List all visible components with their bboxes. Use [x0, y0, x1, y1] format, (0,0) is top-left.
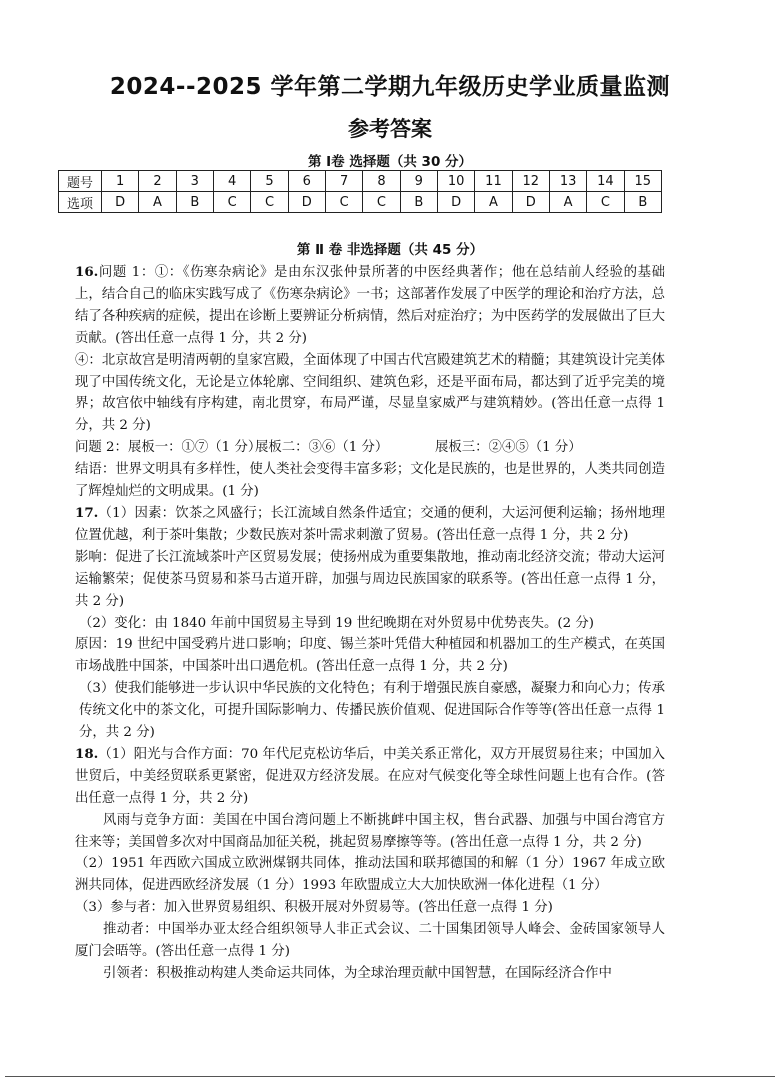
table-cell-number: 10	[437, 171, 474, 192]
answer-table	[58, 170, 662, 213]
q17-number: 17.	[75, 504, 99, 521]
q16-board-3: 展板三：②④⑤（1 分）	[435, 440, 582, 456]
table-cell-number: 3	[176, 171, 213, 192]
table-cell-number: 9	[400, 171, 437, 192]
table-cell-answer: D	[102, 192, 139, 213]
table-cell-number: 11	[475, 171, 512, 192]
q18-number: 18.	[75, 745, 99, 762]
q17-paragraph-4: 原因：19 世纪中国受鸦片进口影响；印度、锡兰茶叶凭借大种植园和机器加工的生产模式，在英国市场战胜中国茶，中国茶叶出口遇危机。(答出任意一点得 1 分，共 2 分)	[75, 637, 665, 675]
q18-paragraph-6: 引领者：积极推动构建人类命运共同体，为全球治理贡献中国智慧，在国际经济合作中	[103, 966, 612, 981]
table-row-numbers	[59, 171, 662, 192]
q16-paragraph-3	[75, 437, 665, 459]
document-subtitle: 参考答案	[348, 117, 432, 141]
table-cell-answer: B	[624, 192, 661, 213]
table-cell-answer: B	[400, 192, 437, 213]
table-cell-answer: A	[139, 192, 176, 213]
answer-body	[75, 262, 665, 985]
table-cell-number: 15	[624, 171, 661, 192]
q16-paragraph-1	[75, 262, 665, 350]
table-cell-number: 13	[549, 171, 586, 192]
table-cell-answer: D	[288, 192, 325, 213]
q17-paragraph-5: （3）使我们能够进一步认识中华民族的文化特色；有利于增强民族自豪感，凝聚力和向心力；传承传统文化中的茶文化，可提升国际影响力、传播民族价值观、促进国际合作等等(答出任意一点得 1 分，共 2 分)	[79, 681, 665, 741]
table-cell-answer: C	[363, 192, 400, 213]
q16-board-2: 展板二：③⑥（1 分）	[255, 440, 389, 456]
q18-p1-text: （1）阳光与合作方面：70 年代尼克松访华后，中美关系正常化，双方开展贸易往来；中国加入世贸后，中美经贸联系更紧密，促进双方经济发展。在应对气候变化等全球性问题上也有合作。(答出任意一点得 1 分，共 2 分)	[75, 746, 665, 806]
table-cell-answer: C	[213, 192, 250, 213]
table-cell-number: 14	[587, 171, 624, 192]
q18-paragraph-3: （2）1951 年西欧六国成立欧洲煤钢共同体，推动法国和联邦德国的和解（1 分）1967 年成立欧洲共同体，促进西欧经济发展（1 分）1993 年欧盟成立大大加快欧洲一体化进程（1 分）	[75, 856, 665, 894]
q16-p1-text: 问题 1：①：《伤寒杂病论》是由东汉张仲景所著的中医经典著作；他在总结前人经验的基础上，结合自己的临床实践写成了《伤寒杂病论》一书；这部著作发展了中医学的理论和治疗方法，总结了各种疾病的症候，提出在诊断上要辨证分析病情，然后对症治疗；为中医药学的发展做出了巨大贡献。(答出任意一点得 1 分，共 2 分)	[75, 265, 665, 346]
table-row-answers	[59, 192, 662, 213]
q17-paragraph-2: 影响：促进了长江流域茶叶产区贸易发展；使扬州成为重要集散地，推动南北经济交流；带动大运河运输繁荣；促使茶马贸易和茶马古道开辟，加强与周边民族国家的联系等。(答出任意一点得 1 分，共 2 分)	[75, 549, 665, 609]
table-cell-number: 2	[139, 171, 176, 192]
table-cell-answer: C	[587, 192, 624, 213]
table-cell-answer: C	[325, 192, 362, 213]
table-cell-number: 5	[251, 171, 288, 192]
row-label-answers: 选项	[59, 192, 102, 213]
table-cell-number: 4	[213, 171, 250, 192]
table-cell-answer: A	[475, 192, 512, 213]
table-cell-answer: D	[437, 192, 474, 213]
q16-paragraph-4: 结语：世界文明具有多样性，使人类社会变得丰富多彩；文化是民族的，也是世界的，人类共同创造了辉煌灿烂的文明成果。(1 分)	[75, 462, 665, 500]
table-cell-number: 6	[288, 171, 325, 192]
table-cell-answer: B	[176, 192, 213, 213]
q16-number: 16.	[75, 264, 99, 280]
table-cell-number: 1	[102, 171, 139, 192]
q16-board-1: 问题 2：展板一：①⑦（1 分）	[75, 440, 262, 456]
q18-paragraph-5: 推动者：中国举办亚太经合组织领导人非正式会议、二十国集团领导人峰会、金砖国家领导人厦门会晤等。(答出任意一点得 1 分)	[75, 922, 665, 960]
q18-paragraph-1	[75, 744, 665, 810]
row-label-numbers: 题号	[59, 171, 102, 192]
table-cell-answer: D	[512, 192, 549, 213]
q17-p1-text: （1）因素：饮茶之风盛行；长江流域自然条件适宜；交通的便利，大运河便利运输；扬州地理位置优越，利于茶叶集散；少数民族对茶叶需求刺激了贸易。(答出任意一点得 1 分，共 2 分)	[75, 505, 665, 543]
section2-heading: 第 Ⅱ 卷 非选择题（共 45 分）	[296, 242, 484, 258]
section1-heading: 第 Ⅰ卷 选择题（共 30 分）	[307, 154, 473, 170]
q16-paragraph-2: ④：北京故宫是明清两朝的皇家宫殿，全面体现了中国古代宫殿建筑艺术的精髓；其建筑设计完美体现了中国传统文化，无论是立体轮廓、空间组织、建筑色彩，还是平面布局，都达到了近乎完美的境界；故宫依中轴线有序构建，南北贯穿，布局严谨，尽显皇家威严与建筑精妙。(答出任意一点得 1 分，共 2 分)	[75, 352, 665, 434]
table-cell-number: 7	[325, 171, 362, 192]
table-cell-answer: A	[549, 192, 586, 213]
table-cell-number: 8	[363, 171, 400, 192]
table-cell-answer: C	[251, 192, 288, 213]
table-cell-number: 12	[512, 171, 549, 192]
q18-paragraph-4: （3）参与者：加入世界贸易组织、积极开展对外贸易等。(答出任意一点得 1 分)	[75, 900, 553, 916]
page-bottom-divider	[5, 1076, 775, 1077]
document-title: 2024--2025 学年第二学期九年级历史学业质量监测	[109, 74, 671, 100]
q17-paragraph-1	[75, 503, 665, 547]
q17-paragraph-3: （2）变化：由 1840 年前中国贸易主导到 19 世纪晚期在对外贸易中优势丧失。(2 分)	[79, 615, 594, 631]
q18-paragraph-2: 风雨与竞争方面：美国在中国台湾问题上不断挑衅中国主权，售台武器、加强与中国台湾官方往来等；美国曾多次对中国商品加征关税，挑起贸易摩擦等等。(答出任意一点得 1 分，共 2 分)	[75, 812, 665, 850]
